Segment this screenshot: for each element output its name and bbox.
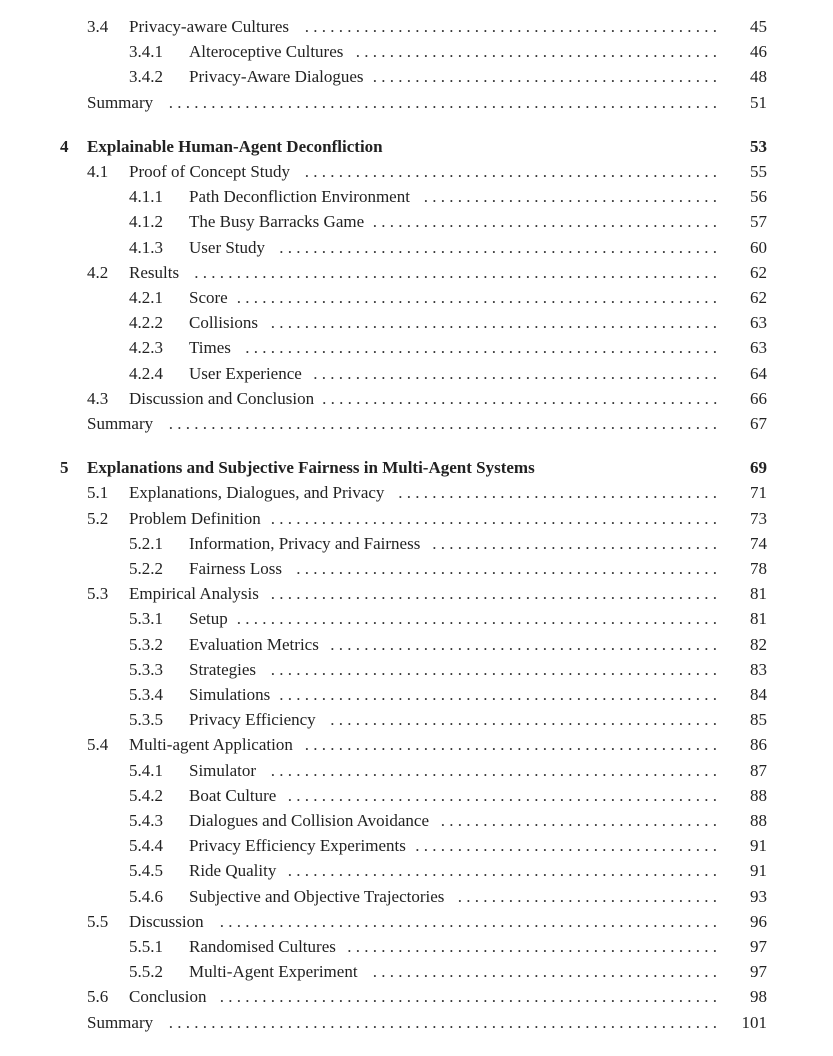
entry-number: 5.3.3 (129, 659, 163, 679)
dot-leader: . . . . . . . . . . . . . . . . . . . . . . . . . . . . . . . . . . . . . . . . . (372, 962, 717, 982)
entry-line (129, 733, 767, 757)
entry-line (189, 210, 767, 234)
entry-line (129, 15, 767, 39)
dot-leader: . . . . . . . . . . . . . . . . . . . . . . . . . . . . . . . . . . . . . . . . . . . . . . . . . . . . . . . . . . . . . . (194, 262, 717, 282)
entry-line (189, 532, 767, 556)
entry-page-number: 53 (750, 136, 767, 156)
dot-leader: . . . . . . . . . . . . . . . . . . . . . . . . . . . . . . . . . . . . . . . . . . . . . . . . . (304, 162, 717, 181)
entry-number: 5.2 (87, 508, 109, 528)
entry-line (189, 809, 767, 833)
entry-number: 4.1.2 (129, 212, 163, 232)
entry-title: Privacy Efficiency (189, 710, 316, 730)
dot-leader: . . . . . . . . . . . . . . . . . . . . . . . . . . . . . . . . . . . . (415, 836, 717, 856)
toc-entry[interactable] (0, 507, 833, 531)
entry-number: 4.2.3 (129, 338, 163, 358)
entry-title: Collisions (189, 313, 258, 333)
entry-title: Explainable Human-Agent Deconfliction (87, 136, 383, 156)
entry-line (189, 885, 767, 909)
toc-entry[interactable] (0, 733, 833, 757)
toc-entry[interactable] (0, 532, 833, 556)
toc-entry[interactable] (0, 759, 833, 783)
entry-line (129, 910, 767, 934)
entry-page-number: 57 (750, 212, 767, 232)
toc-entry[interactable] (0, 236, 833, 260)
entry-number: 5.3.1 (129, 609, 163, 629)
entry-line (189, 708, 767, 732)
entry-title: Discussion (129, 911, 204, 931)
dot-leader: . . . . . . . . . . . . . . . . . . . . . . . . . . . . . . . . . . (432, 533, 717, 553)
entry-title: Empirical Analysis (129, 584, 259, 604)
entry-line (189, 65, 767, 89)
toc-entry[interactable] (0, 985, 833, 1009)
toc-entry[interactable] (0, 582, 833, 606)
entry-line (129, 481, 767, 505)
dot-leader: . . . . . . . . . . . . . . . . . . . . . . . . . . . . . . . . . (440, 811, 717, 830)
entry-page-number: 86 (750, 735, 767, 755)
toc-entry[interactable] (0, 633, 833, 657)
entry-page-number: 91 (750, 861, 767, 881)
entry-number: 4.1.1 (129, 187, 163, 207)
entry-page-number: 81 (750, 584, 767, 604)
dot-leader: . . . . . . . . . . . . . . . . . . . . . . . . . . . . . . . . . . . . . . . . . . . . . . . . . (304, 735, 717, 755)
entry-title: Randomised Cultures (189, 937, 336, 956)
toc-chapter-entry[interactable] (0, 456, 833, 480)
entry-line (189, 311, 767, 335)
entry-title: Times (189, 338, 231, 358)
dot-leader: . . . . . . . . . . . . . . . . . . . . . . . . . . . . . . . . . . . . . . (398, 483, 717, 503)
toc-entry[interactable] (0, 683, 833, 707)
toc-entry[interactable] (0, 336, 833, 360)
dot-leader: . . . . . . . . . . . . . . . . . . . . . . . . . . . . . . . . . . . . . . . . . (372, 67, 717, 87)
toc-entry[interactable] (0, 885, 833, 909)
entry-line (189, 658, 767, 682)
entry-number: 3.4.2 (129, 67, 163, 87)
entry-page-number: 98 (750, 987, 767, 1007)
entry-number: 5.3.5 (129, 710, 163, 730)
toc-entry[interactable] (0, 935, 833, 959)
entry-page-number: 83 (750, 659, 767, 679)
toc-entry[interactable] (0, 160, 833, 184)
toc-entry[interactable] (0, 1011, 833, 1035)
entry-page-number: 91 (750, 836, 767, 856)
dot-leader: . . . . . . . . . . . . . . . . . . . . . . . . . . . . . . . (457, 886, 717, 906)
entry-title: Multi-Agent Experiment (189, 962, 358, 982)
entry-title: Simulator (189, 760, 257, 780)
entry-line (87, 412, 767, 436)
entry-title: Explanations and Subjective Fairness in Multi-Agent Systems (87, 458, 535, 478)
entry-title: Boat Culture (189, 785, 277, 805)
entry-page-number: 60 (750, 237, 767, 257)
entry-title: Setup (189, 609, 228, 629)
dot-leader: . . . . . . . . . . . . . . . . . . . . . . . . . . . . . . . . . . . . . . . . . . . . . . . . . . . . (279, 685, 717, 704)
entry-page-number: 51 (750, 92, 767, 112)
entry-page-number: 62 (750, 262, 767, 282)
entry-number: 5.4.4 (129, 836, 163, 856)
entry-page-number: 63 (750, 338, 767, 358)
entry-page-number: 73 (750, 508, 767, 528)
entry-page-number: 62 (750, 288, 767, 307)
entry-title: User Study (189, 237, 266, 257)
dot-leader: . . . . . . . . . . . . . . . . . . . . . . . . . . . . . . . . . . . . . . . . . . . . . . . . . . . (287, 785, 717, 805)
dot-leader: . . . . . . . . . . . . . . . . . . . . . . . . . . . . . . . . . . . . . . . . . . . . . . . . . . . (287, 861, 717, 881)
dot-leader: . . . . . . . . . . . . . . . . . . . . . . . . . . . . . . . . . . . . . . . . . . . . . . . . . . . . . . . . . (236, 609, 717, 629)
entry-line (189, 286, 767, 310)
toc-entry[interactable] (0, 15, 833, 39)
dot-leader: . . . . . . . . . . . . . . . . . . . . . . . . . . . . . . . . . . . . . . . . . . . . . . . . . . . . (279, 237, 717, 257)
entry-page-number: 101 (741, 1012, 767, 1032)
entry-line (189, 607, 767, 631)
dot-leader: . . . . . . . . . . . . . . . . . . . . . . . . . . . . . . . . . . . . . . . . . . . (355, 42, 717, 62)
toc-entry[interactable] (0, 607, 833, 631)
entry-number: 5.2.1 (129, 533, 163, 553)
entry-title: Fairness Loss (189, 559, 283, 578)
entry-title: Evaluation Metrics (189, 634, 319, 654)
entry-page-number: 48 (750, 67, 767, 87)
dot-leader: . . . . . . . . . . . . . . . . . . . . . . . . . . . . . . . . . . . . . . . . . . . . . . . . . . . . . . . . . (236, 288, 717, 307)
dot-leader: . . . . . . . . . . . . . . . . . . . . . . . . . . . . . . . . . . . . . . . . . . . . . . . . . . . . . (270, 760, 717, 780)
dot-leader: . . . . . . . . . . . . . . . . . . . . . . . . . . . . . . . . . . . . . . . . . . . . . . . . . . . . . (270, 659, 717, 679)
entry-title: Path Deconfliction Environment (189, 187, 410, 207)
dot-leader: . . . . . . . . . . . . . . . . . . . . . . . . . . . . . . . . . . . . . . . . . . . . . . . . . . . . . . . . . . . . . . . . . (168, 92, 717, 112)
entry-line (189, 40, 767, 64)
entry-page-number: 84 (750, 685, 767, 704)
entry-number: 4 (60, 136, 69, 156)
entry-title: Simulations (189, 685, 271, 704)
dot-leader: . . . . . . . . . . . . . . . . . . . . . . . . . . . . . . . . . . . . . . . . . . . . . . . . . . . . . . . . . . . (219, 987, 717, 1007)
entry-page-number: 46 (750, 42, 767, 62)
entry-number: 4.2 (87, 262, 109, 282)
dot-leader: . . . . . . . . . . . . . . . . . . . . . . . . . . . . . . . . . . . . . . . . . . . . . . . . . . (296, 559, 717, 578)
entry-number: 4.1 (87, 162, 109, 181)
entry-title: Proof of Concept Study (129, 162, 291, 181)
toc-entry[interactable] (0, 910, 833, 934)
toc-entry[interactable] (0, 809, 833, 833)
entry-page-number: 74 (750, 533, 767, 553)
toc-chapter-entry[interactable] (0, 135, 833, 159)
toc-entry[interactable] (0, 210, 833, 234)
entry-page-number: 69 (750, 458, 767, 478)
entry-number: 3.4.1 (129, 42, 163, 62)
toc-entry[interactable] (0, 859, 833, 883)
entry-line (189, 834, 767, 858)
dot-leader: . . . . . . . . . . . . . . . . . . . . . . . . . . . . . . . . . . . . . . . . . . . . . . . . . (304, 17, 717, 36)
entry-title: The Busy Barracks Game (189, 212, 365, 232)
entry-number: 5.3 (87, 584, 109, 604)
entry-page-number: 85 (750, 710, 767, 730)
entry-line (189, 960, 767, 984)
dot-leader: . . . . . . . . . . . . . . . . . . . . . . . . . . . . . . . . . . . . . . . . . . . . . . (330, 634, 717, 654)
entry-number: 5.4.1 (129, 760, 163, 780)
entry-title: Privacy Efficiency Experiments (189, 836, 406, 856)
entry-page-number: 45 (750, 17, 767, 36)
toc-entry[interactable] (0, 412, 833, 436)
entry-number: 5.4.3 (129, 811, 163, 830)
entry-page-number: 66 (750, 388, 767, 408)
entry-title: Dialogues and Collision Avoidance (189, 811, 430, 830)
entry-title: Information, Privacy and Fairness (189, 533, 421, 553)
entry-number: 5.5.1 (129, 937, 163, 956)
entry-line (189, 935, 767, 959)
entry-line (129, 261, 767, 285)
entry-title: Ride Quality (189, 861, 277, 881)
toc-entry[interactable] (0, 91, 833, 115)
dot-leader: . . . . . . . . . . . . . . . . . . . . . . . . . . . . . . . . . . . . . . . . . . . . . . . . . . . . . (270, 584, 717, 604)
entry-line (189, 633, 767, 657)
entry-title: Summary (87, 92, 154, 112)
entry-title: Summary (87, 1012, 154, 1032)
entry-line (129, 160, 767, 184)
toc-entry[interactable] (0, 185, 833, 209)
entry-page-number: 88 (750, 785, 767, 805)
entry-line (129, 582, 767, 606)
entry-number: 5.3.4 (129, 685, 163, 704)
entry-line (189, 859, 767, 883)
entry-title: Privacy-Aware Dialogues (189, 67, 364, 87)
entry-number: 5.4 (87, 735, 109, 755)
toc-entry[interactable] (0, 40, 833, 64)
entry-line (189, 236, 767, 260)
entry-number: 5.1 (87, 483, 109, 503)
toc-entry[interactable] (0, 261, 833, 285)
toc-entry[interactable] (0, 834, 833, 858)
entry-title: Summary (87, 414, 154, 433)
dot-leader: . . . . . . . . . . . . . . . . . . . . . . . . . . . . . . . . . . . . . . . . . . . . . . . . . . . . . . . . . . . . . . . . . (168, 1012, 717, 1032)
entry-number: 4.2.2 (129, 313, 163, 333)
entry-number: 4.1.3 (129, 237, 163, 257)
entry-line (189, 557, 767, 581)
entry-title: Alteroceptive Cultures (189, 42, 344, 62)
entry-title: Privacy-aware Cultures (129, 17, 290, 36)
entry-line (189, 362, 767, 386)
dot-leader: . . . . . . . . . . . . . . . . . . . . . . . . . . . . . . . . . . . . . . . . . . . . . . . (322, 388, 717, 408)
entry-title: Conclusion (129, 987, 207, 1007)
entry-number: 5.2.2 (129, 559, 163, 578)
toc-entry[interactable] (0, 481, 833, 505)
entry-line (189, 336, 767, 360)
toc-entry[interactable] (0, 311, 833, 335)
toc-entry[interactable] (0, 784, 833, 808)
dot-leader: . . . . . . . . . . . . . . . . . . . . . . . . . . . . . . . . . . . (423, 187, 717, 207)
toc-entry[interactable] (0, 362, 833, 386)
entry-title: Strategies (189, 659, 257, 679)
entry-page-number: 67 (750, 414, 767, 433)
entry-title: Explanations, Dialogues, and Privacy (129, 483, 385, 503)
entry-page-number: 56 (750, 187, 767, 207)
entry-line (129, 387, 767, 411)
entry-title: Results (129, 262, 180, 282)
entry-line (189, 185, 767, 209)
entry-page-number: 82 (750, 634, 767, 654)
entry-number: 5 (60, 458, 69, 478)
entry-page-number: 87 (750, 760, 767, 780)
entry-number: 5.5.2 (129, 962, 163, 982)
entry-page-number: 63 (750, 313, 767, 333)
entry-line (189, 683, 767, 707)
entry-number: 5.4.5 (129, 861, 163, 881)
entry-number: 5.3.2 (129, 634, 163, 654)
entry-line (189, 759, 767, 783)
entry-line (129, 985, 767, 1009)
entry-page-number: 64 (750, 363, 767, 383)
toc-entry[interactable] (0, 286, 833, 310)
entry-page-number: 93 (750, 886, 767, 906)
entry-page-number: 81 (750, 609, 767, 629)
dot-leader: . . . . . . . . . . . . . . . . . . . . . . . . . . . . . . . . . . . . . . . . . (372, 212, 717, 232)
entry-page-number: 78 (750, 559, 767, 578)
entry-number: 4.3 (87, 388, 109, 408)
entry-title: Problem Definition (129, 508, 261, 528)
dot-leader: . . . . . . . . . . . . . . . . . . . . . . . . . . . . . . . . . . . . . . . . . . . . . . (330, 710, 717, 730)
entry-line (87, 1011, 767, 1035)
entry-page-number: 88 (750, 811, 767, 830)
dot-leader: . . . . . . . . . . . . . . . . . . . . . . . . . . . . . . . . . . . . . . . . . . . . . . . . . . . . . . . . . . . (219, 911, 717, 931)
entry-number: 5.4.6 (129, 886, 163, 906)
entry-title: Subjective and Objective Trajectories (189, 886, 445, 906)
entry-title: Discussion and Conclusion (129, 388, 315, 408)
toc-entry[interactable] (0, 557, 833, 581)
entry-number: 3.4 (87, 17, 109, 36)
entry-line (87, 91, 767, 115)
entry-page-number: 97 (750, 962, 767, 982)
entry-number: 4.2.4 (129, 363, 163, 383)
entry-number: 5.5 (87, 911, 109, 931)
entry-page-number: 71 (750, 483, 767, 503)
dot-leader: . . . . . . . . . . . . . . . . . . . . . . . . . . . . . . . . . . . . . . . . . . . . . . . . . . . . . . . . . . . . . . . . . (168, 414, 717, 433)
entry-line (87, 456, 767, 480)
dot-leader: . . . . . . . . . . . . . . . . . . . . . . . . . . . . . . . . . . . . . . . . . . . . . . . . . . . . . . . . (245, 338, 717, 358)
entry-number: 4.2.1 (129, 288, 163, 307)
entry-line (129, 507, 767, 531)
entry-page-number: 97 (750, 937, 767, 956)
entry-title: User Experience (189, 363, 302, 383)
entry-page-number: 96 (750, 911, 767, 931)
entry-title: Multi-agent Application (129, 735, 293, 755)
entry-number: 5.6 (87, 987, 109, 1007)
entry-title: Score (189, 288, 228, 307)
entry-page-number: 55 (750, 162, 767, 181)
toc-entry[interactable] (0, 658, 833, 682)
dot-leader: . . . . . . . . . . . . . . . . . . . . . . . . . . . . . . . . . . . . . . . . . . . . . . . . . . . . . (270, 508, 717, 528)
entry-line (87, 135, 767, 159)
dot-leader: . . . . . . . . . . . . . . . . . . . . . . . . . . . . . . . . . . . . . . . . . . . . (347, 937, 717, 956)
toc-entry[interactable] (0, 65, 833, 89)
dot-leader: . . . . . . . . . . . . . . . . . . . . . . . . . . . . . . . . . . . . . . . . . . . . . . . . . . . . . (270, 313, 717, 333)
entry-line (189, 784, 767, 808)
dot-leader: . . . . . . . . . . . . . . . . . . . . . . . . . . . . . . . . . . . . . . . . . . . . . . . . (313, 363, 717, 383)
toc-entry[interactable] (0, 387, 833, 411)
toc-entry[interactable] (0, 960, 833, 984)
entry-number: 5.4.2 (129, 785, 163, 805)
toc-entry[interactable] (0, 708, 833, 732)
